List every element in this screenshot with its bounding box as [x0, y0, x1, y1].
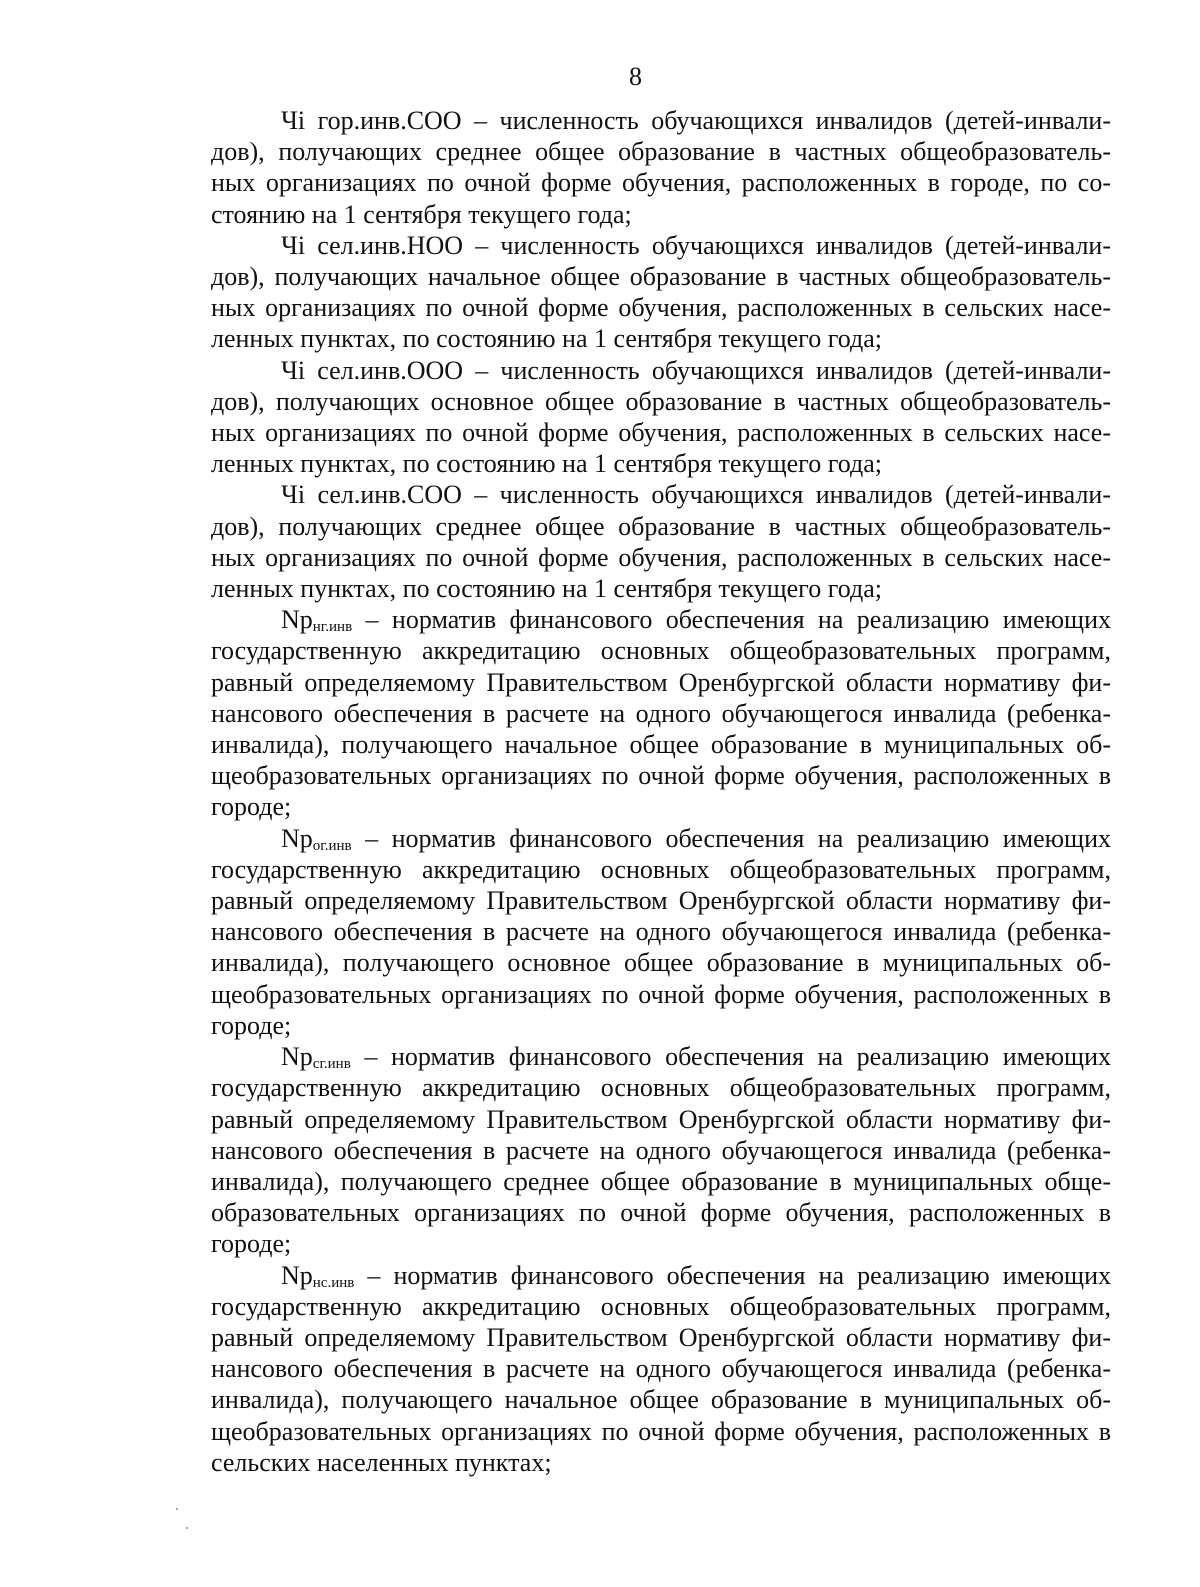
text-line: Чі сел.инв.СОО – численность обучающихся инвалидов (детей-инвали-: [281, 480, 1111, 510]
normative-paragraph: [211, 1041, 1111, 1259]
formula-subscript: нг.инв: [312, 619, 353, 636]
formula-symbol: Np: [281, 823, 313, 853]
text-line: инвалида), получающего основное общее образование в муниципальных об-: [211, 948, 1111, 978]
text-line: нансового обеспечения в расчете на одного обучающегося инвалида (ребенка-: [211, 1354, 1111, 1384]
definition-paragraph: [211, 105, 1111, 230]
formula-symbol: Np: [281, 605, 313, 635]
formula-symbol: Np: [281, 1260, 313, 1290]
text-line: ных организациях по очной форме обучения, расположенных в городе, по со-: [211, 168, 1111, 198]
text-line: – норматив финансового обеспечения на реализацию имеющих: [350, 1042, 1111, 1072]
text-line: государственную аккредитацию основных общеобразовательных программ,: [211, 636, 1111, 666]
definition-paragraph: [211, 230, 1111, 355]
text-line: ленных пунктах, по состоянию на 1 сентября текущего года;: [211, 574, 882, 604]
text-line: стоянию на 1 сентября текущего года;: [211, 199, 632, 229]
text-line: равный определяемому Правительством Оренбургской области нормативу фи-: [211, 1104, 1111, 1134]
formula-subscript: ог.инв: [312, 837, 352, 854]
text-line: ных организациях по очной форме обучения, расположенных в сельских насе-: [211, 542, 1111, 572]
text-line: нансового обеспечения в расчете на одного обучающегося инвалида (ребенка-: [211, 917, 1111, 947]
text-line: щеобразовательных организациях по очной форме обучения, расположенных: [211, 979, 1089, 1009]
text-line: образовательных организациях по очной форме обучения, расположенных в: [211, 1198, 1111, 1228]
document-body: [211, 105, 1111, 1478]
text-line: – норматив финансового обеспечения на реализацию имеющих: [354, 1260, 1111, 1290]
text-line: государственную аккредитацию основных общеобразовательных программ,: [211, 854, 1111, 884]
text-line: равный определяемому Правительством Оренбургской области нормативу фи-: [211, 1322, 1111, 1352]
formula-subscript: сг.инв: [312, 1056, 351, 1073]
text-line: в городе;: [211, 979, 1111, 1040]
definition-paragraph: [211, 355, 1111, 480]
text-line: городе;: [211, 1229, 292, 1259]
normative-paragraph: [211, 823, 1111, 1041]
text-line: Чі гор.инв.СОО – численность обучающихся инвалидов (детей-инвали-: [281, 106, 1111, 135]
text-line: дов), получающих среднее общее образование в частных общеобразователь-: [211, 137, 1111, 167]
text-line: ленных пунктах, по состоянию на 1 сентября текущего года;: [211, 449, 882, 479]
text-line: инвалида), получающего начальное общее образование в муниципальных об-: [211, 730, 1111, 760]
text-line: – норматив финансового обеспечения на реализацию имеющих: [351, 823, 1111, 853]
text-line: инвалида), получающего начальное общее образование в муниципальных об-: [211, 1385, 1111, 1415]
text-line: дов), получающих основное общее образование в частных общеобразователь-: [211, 386, 1111, 416]
text-line: щеобразовательных организациях по очной форме обучения, расположенных: [211, 1416, 1089, 1446]
text-line: ленных пунктах, по состоянию на 1 сентября текущего года;: [211, 324, 882, 354]
text-line: инвалида), получающего среднее общее образование в муниципальных обще-: [211, 1166, 1111, 1196]
scan-speck: [186, 1527, 188, 1529]
text-line: – норматив финансового обеспечения на реализацию имеющих: [352, 605, 1111, 635]
text-line: государственную аккредитацию основных общеобразовательных программ,: [211, 1291, 1111, 1321]
text-line: равный определяемому Правительством Оренбургской области нормативу фи-: [211, 886, 1111, 916]
text-line: дов), получающих начальное общее образование в частных общеобразователь-: [211, 262, 1111, 292]
text-line: в сельских населенных пунктах;: [211, 1416, 1111, 1477]
definition-paragraph: [211, 479, 1111, 604]
text-line: нансового обеспечения в расчете на одного обучающегося инвалида (ребенка-: [211, 698, 1111, 728]
text-line: в городе;: [211, 761, 1111, 822]
normative-paragraph: [211, 1260, 1111, 1478]
text-line: ных организациях по очной форме обучения, расположенных в сельских насе-: [211, 293, 1111, 323]
scan-speck: [176, 1508, 178, 1510]
normative-paragraph: [211, 604, 1111, 822]
text-line: Чі сел.инв.НОО – численность обучающихся инвалидов (детей-инвали-: [281, 230, 1111, 260]
page-number: 8: [629, 62, 642, 91]
formula-symbol: Np: [281, 1042, 313, 1072]
text-line: дов), получающих среднее общее образование в частных общеобразователь-: [211, 511, 1111, 541]
text-line: равный определяемому Правительством Оренбургской области нормативу фи-: [211, 667, 1111, 697]
formula-subscript: нс.инв: [312, 1274, 355, 1291]
text-line: ных организациях по очной форме обучения, расположенных в сельских насе-: [211, 418, 1111, 448]
text-line: Чі сел.инв.ООО – численность обучающихся инвалидов (детей-инвали-: [281, 355, 1111, 385]
text-line: щеобразовательных организациях по очной форме обучения, расположенных: [211, 761, 1089, 791]
text-line: нансового обеспечения в расчете на одного обучающегося инвалида (ребенка-: [211, 1135, 1111, 1165]
text-line: государственную аккредитацию основных общеобразовательных программ,: [211, 1073, 1111, 1103]
